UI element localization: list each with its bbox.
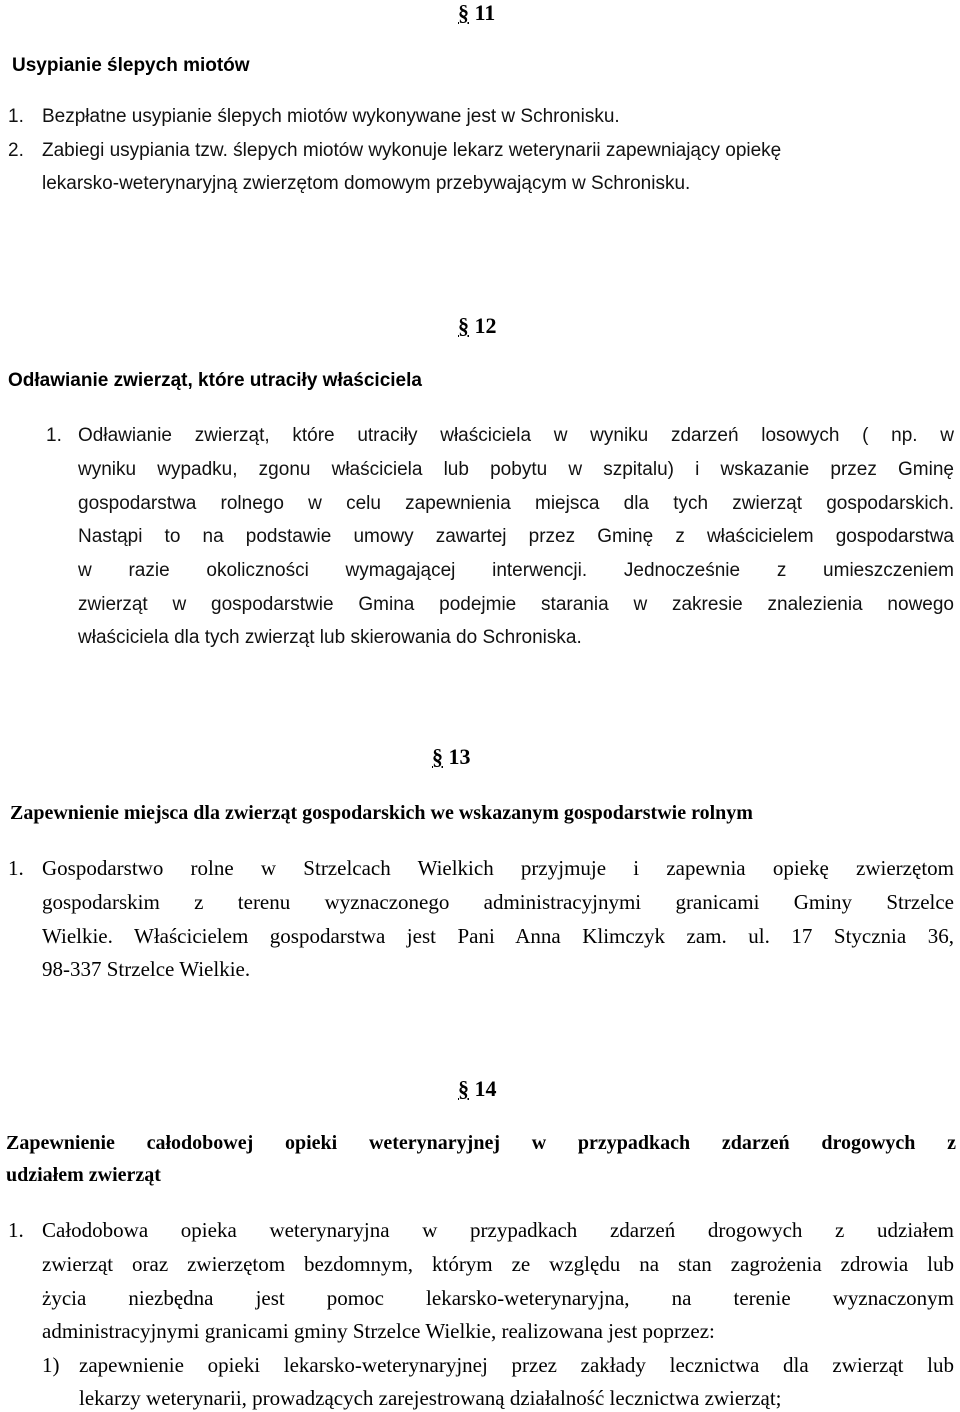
section-11-number [458,0,495,26]
s11-item-2-line-1: Zabiegi usypiania tzw. ślepych miotów wykonuje lekarz weterynarii zapewniający opiekę [42,140,782,161]
s13-item-number: 1. [8,856,24,880]
s14-subitem-line-2: lekarzy weterynarii, prowadzących zarejestrowaną działalność lecznictwa zwierząt; [79,1386,782,1410]
section-13-heading: Zapewnienie miejsca dla zwierząt gospodarskich we wskazanym gospodarstwie rolnym [10,802,753,824]
s12-line-1: Odławianie zwierząt, które utraciły właściciela w wyniku zdarzeń losowych ( np. w [78,425,954,446]
s13-line-3: Wielkie. Właścicielem gospodarstwa jest Pani Anna Klimczyk zam. ul. 17 Stycznia 36, [42,924,954,948]
section-number: 11 [474,0,496,25]
s14-item-number: 1. [8,1218,24,1242]
s11-item-1-text: Bezpłatne usypianie ślepych miotów wykonywane jest w Schronisku. [42,106,620,127]
s13-line-2: gospodarskim z terenu wyznaczonego administracyjnymi granicami Gminy Strzelce [42,890,954,914]
section-sign: § [458,0,469,25]
s14-subitem-number: 1) [42,1353,60,1377]
s14-subitem-line-1: zapewnienie opieki lekarsko-weterynaryjnej przez zakłady lecznictwa dla zwierząt lub [79,1353,954,1377]
s14-line-1: Całodobowa opieka weterynaryjna w przypadkach zdarzeń drogowych z udziałem [42,1218,954,1242]
section-12-heading: Odławianie zwierząt, które utraciły właściciela [8,370,422,391]
section-11-heading: Usypianie ślepych miotów [12,55,250,76]
s12-line-7: właściciela dla tych zwierząt lub skierowania do Schroniska. [78,627,582,648]
section-sign: § [458,1076,469,1101]
s12-line-5: w razie okoliczności wymagającej interwencji. Jednocześnie z umieszczeniem [78,560,954,581]
s12-line-6: zwierząt w gospodarstwie Gmina podejmie starania w zakresie znalezienia nowego [78,594,954,615]
s14-line-3: życia niezbędna jest pomoc lekarsko-weterynaryjna, na terenie wyznaczonym [42,1286,954,1310]
s14-line-2: zwierząt oraz zwierzętom bezdomnym, którym ze względu na stan zagrożenia zdrowia lub [42,1252,954,1276]
section-sign: § [432,744,443,769]
section-14-heading-line-2: udziałem zwierząt [6,1164,161,1186]
section-sign: § [458,313,469,338]
s11-item-2-number: 2. [8,140,24,161]
s11-item-1-number: 1. [8,106,24,127]
s14-line-4: administracyjnymi granicami gminy Strzelce Wielkie, realizowana jest poprzez: [42,1319,715,1343]
s12-line-4: Nastąpi to na podstawie umowy zawartej przez Gminę z właścicielem gospodarstwa [78,526,954,547]
section-number: 14 [474,1076,497,1101]
s12-line-2: wyniku wypadku, zgonu właściciela lub pobytu w szpitalu) i wskazanie przez Gminę [78,459,954,480]
section-number: 12 [474,313,497,338]
section-14-heading-line-1: Zapewnienie całodobowej opieki weterynaryjnej w przypadkach zdarzeń drogowych z [6,1132,956,1154]
section-13-number [432,744,471,770]
section-14-number [458,1076,497,1102]
s11-item-2-line-2: lekarsko-weterynaryjną zwierzętom domowym przebywającym w Schronisku. [42,173,691,194]
section-12-number [458,313,497,339]
s13-line-4: 98-337 Strzelce Wielkie. [42,957,251,981]
section-number: 13 [448,744,471,769]
s12-item-number: 1. [46,425,62,446]
s12-line-3: gospodarstwa rolnego w celu zapewnienia miejsca dla tych zwierząt gospodarskich. [78,493,954,514]
s13-line-1: Gospodarstwo rolne w Strzelcach Wielkich przyjmuje i zapewnia opiekę zwierzętom [42,856,954,880]
